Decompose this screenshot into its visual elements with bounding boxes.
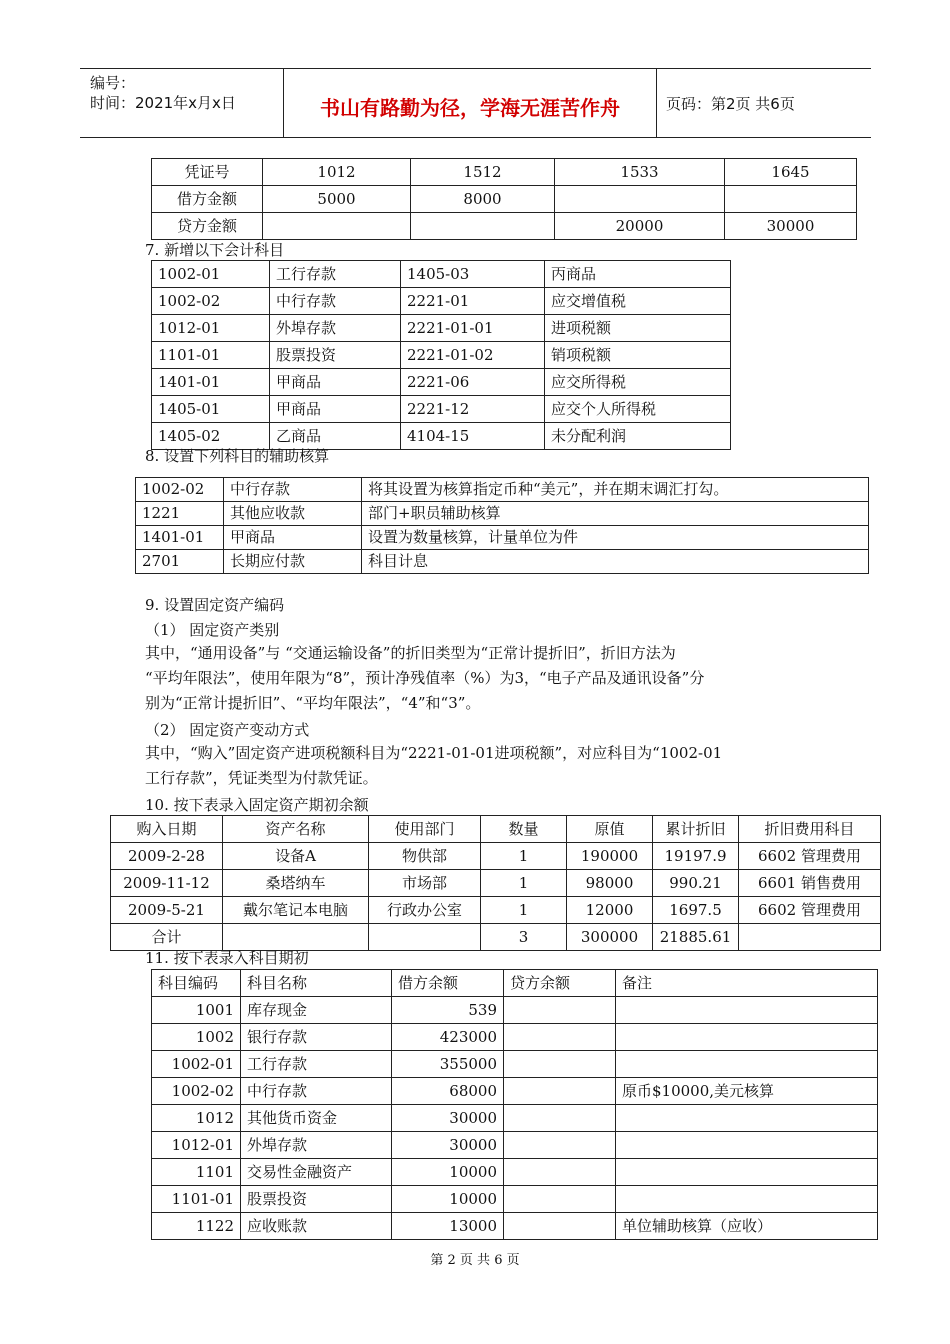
table-row: [152, 1051, 878, 1078]
motto: 书山有路勤为径，学海无涯苦作舟: [320, 96, 620, 120]
table-cell: 借方金额: [152, 186, 263, 213]
table-cell: 工行存款: [270, 261, 401, 288]
table-cell: 1002-01: [152, 261, 270, 288]
table-header-cell: 使用部门: [369, 816, 481, 843]
table-cell: 1122: [152, 1213, 241, 1240]
table-header-cell: 原值: [567, 816, 653, 843]
table-cell: 甲商品: [270, 369, 401, 396]
table-cell: 2009-11-12: [111, 870, 223, 897]
table-cell: 30000: [725, 213, 857, 240]
table-row: [152, 186, 857, 213]
table-cell: 2221-06: [401, 369, 545, 396]
table-cell: 市场部: [369, 870, 481, 897]
table-cell: 设置为数量核算，计量单位为件: [362, 526, 869, 550]
table-cell: [504, 997, 616, 1024]
section10-title: 10. 按下表录入固定资产期初余额: [145, 796, 369, 814]
table-cell: 甲商品: [224, 526, 362, 550]
table-cell: [616, 1105, 878, 1132]
table-cell: 3: [481, 924, 567, 951]
section11-title: 11. 按下表录入科目期初: [145, 949, 309, 967]
header-left: [80, 69, 283, 137]
table-cell: 进项税额: [545, 315, 731, 342]
section9-sub2: （2） 固定资产变动方式: [145, 721, 310, 739]
time-label: 时间：2021年x月x日: [90, 94, 236, 112]
table-cell: 中行存款: [241, 1078, 392, 1105]
table-cell: 科目计息: [362, 550, 869, 574]
table-cell: [504, 1213, 616, 1240]
table-cell: 2701: [136, 550, 224, 574]
table-row: [152, 1159, 878, 1186]
table-cell: 2009-2-28: [111, 843, 223, 870]
table-header-cell: 借方余额: [392, 970, 504, 997]
table-cell: 1221: [136, 502, 224, 526]
table-cell: 355000: [392, 1051, 504, 1078]
table-cell: 20000: [555, 213, 725, 240]
auxiliary-accounting-table: [135, 477, 869, 574]
table-cell: [504, 1159, 616, 1186]
table-cell: 长期应付款: [224, 550, 362, 574]
table-cell: 戴尔笔记本电脑: [223, 897, 369, 924]
table-cell: [504, 1051, 616, 1078]
table-cell: 应收账款: [241, 1213, 392, 1240]
para2-line: 工行存款”，凭证类型为付款凭证。: [145, 769, 378, 787]
para1-line: 别为“正常计提折旧”、“平均年限法”，“4”和“3”。: [145, 694, 481, 712]
table-cell: [616, 1159, 878, 1186]
table-cell: [616, 1024, 878, 1051]
table-cell: 2009-5-21: [111, 897, 223, 924]
table-cell: 物供部: [369, 843, 481, 870]
table-cell: 1533: [555, 159, 725, 186]
table-row: [152, 261, 731, 288]
table-cell: 2221-01-01: [401, 315, 545, 342]
table-cell: 甲商品: [270, 396, 401, 423]
table-cell: 1101-01: [152, 1186, 241, 1213]
table-cell: 1401-01: [152, 369, 270, 396]
table-cell: [504, 1024, 616, 1051]
table-row: [152, 159, 857, 186]
table-cell: 1012-01: [152, 1132, 241, 1159]
table-cell: 工行存款: [241, 1051, 392, 1078]
table-header-cell: 贷方余额: [504, 970, 616, 997]
table-cell: 股票投资: [241, 1186, 392, 1213]
table-row: [152, 1213, 878, 1240]
table-cell: 1002-01: [152, 1051, 241, 1078]
table-cell: 行政办公室: [369, 897, 481, 924]
table-cell: 1405-03: [401, 261, 545, 288]
table-cell: [555, 186, 725, 213]
table-row: [152, 1105, 878, 1132]
table-cell: 丙商品: [545, 261, 731, 288]
table-cell: 6601 销售费用: [739, 870, 881, 897]
table-cell: 1012: [263, 159, 411, 186]
table-cell: 4104-15: [401, 423, 545, 450]
table-cell: 1: [481, 843, 567, 870]
table-header-cell: 资产名称: [223, 816, 369, 843]
table-cell: 银行存款: [241, 1024, 392, 1051]
table-cell: 部门+职员辅助核算: [362, 502, 869, 526]
table-cell: 1001: [152, 997, 241, 1024]
table-cell: 应交所得税: [545, 369, 731, 396]
table-cell: 1012: [152, 1105, 241, 1132]
table-header-cell: 备注: [616, 970, 878, 997]
table-cell: [504, 1132, 616, 1159]
table-cell: [739, 924, 881, 951]
table-cell: [616, 1051, 878, 1078]
table-cell: 1002-02: [136, 478, 224, 502]
table-row: [152, 1132, 878, 1159]
table-cell: 1: [481, 897, 567, 924]
table-cell: 21885.61: [653, 924, 739, 951]
section7-title: 7. 新增以下会计科目: [145, 241, 285, 259]
table-cell: 10000: [392, 1186, 504, 1213]
table-header-cell: 累计折旧: [653, 816, 739, 843]
table-cell: 中行存款: [224, 478, 362, 502]
section9-para1: [145, 641, 704, 716]
table-row: [152, 1078, 878, 1105]
table-cell: 应交个人所得税: [545, 396, 731, 423]
table-cell: 8000: [411, 186, 555, 213]
table-cell: 外埠存款: [241, 1132, 392, 1159]
table-cell: 2221-01-02: [401, 342, 545, 369]
table-cell: 将其设置为核算指定币种“美元”，并在期末调汇打勾。: [362, 478, 869, 502]
fixed-assets-table: [110, 815, 881, 951]
table-cell: 贷方金额: [152, 213, 263, 240]
page-header: [80, 68, 871, 138]
section9-para2: [145, 741, 722, 791]
table-cell: [616, 1132, 878, 1159]
table-cell: 1405-01: [152, 396, 270, 423]
table-cell: 423000: [392, 1024, 504, 1051]
table-cell: 其他应收款: [224, 502, 362, 526]
table-header-cell: 科目名称: [241, 970, 392, 997]
table-cell: 1002: [152, 1024, 241, 1051]
table-header-cell: 折旧费用科目: [739, 816, 881, 843]
table-row: [111, 897, 881, 924]
table-cell: [616, 997, 878, 1024]
table-cell: 1697.5: [653, 897, 739, 924]
table-header-cell: 科目编码: [152, 970, 241, 997]
table-cell: [504, 1105, 616, 1132]
table-cell: [369, 924, 481, 951]
para2-line: 其中，“购入”固定资产进项税额科目为“2221-01-01进项税额”，对应科目为“1002-01: [145, 744, 723, 762]
section8-title: 8. 设置下列科目的辅助核算: [145, 447, 330, 465]
section9-sub1: （1） 固定资产类别: [145, 621, 280, 639]
table-row: [152, 1186, 878, 1213]
table-cell: 990.21: [653, 870, 739, 897]
table-cell: 凭证号: [152, 159, 263, 186]
table-row: [136, 478, 869, 502]
table-cell: 设备A: [223, 843, 369, 870]
table-cell: 未分配利润: [545, 423, 731, 450]
table-cell: 桑塔纳车: [223, 870, 369, 897]
table-cell: 6602 管理费用: [739, 897, 881, 924]
table-cell: [725, 186, 857, 213]
para1-line: 其中，“通用设备”与 “交通运输设备”的折旧类型为“正常计提折旧”，折旧方法为: [145, 644, 676, 662]
table-cell: 19197.9: [653, 843, 739, 870]
table-cell: 乙商品: [270, 423, 401, 450]
table-cell: [616, 1186, 878, 1213]
table-cell: 1002-02: [152, 288, 270, 315]
table-cell: 1002-02: [152, 1078, 241, 1105]
table-cell: 98000: [567, 870, 653, 897]
table-cell: 12000: [567, 897, 653, 924]
table-row: [152, 396, 731, 423]
table-cell: 1645: [725, 159, 857, 186]
table-row: [152, 342, 731, 369]
table-cell: 6602 管理费用: [739, 843, 881, 870]
table-cell: 销项税额: [545, 342, 731, 369]
table-cell: 190000: [567, 843, 653, 870]
table-cell: 原币$10000,美元核算: [616, 1078, 878, 1105]
table-cell: 中行存款: [270, 288, 401, 315]
table-row: [136, 550, 869, 574]
voucher-table: [151, 158, 857, 240]
table-cell: 1401-01: [136, 526, 224, 550]
table-row: [136, 526, 869, 550]
table-cell: 股票投资: [270, 342, 401, 369]
table-header-cell: 数量: [481, 816, 567, 843]
table-row: [152, 997, 878, 1024]
header-middle: [283, 69, 657, 137]
table-cell: [504, 1186, 616, 1213]
table-cell: 10000: [392, 1159, 504, 1186]
table-cell: 1512: [411, 159, 555, 186]
table-cell: 68000: [392, 1078, 504, 1105]
table-row: [152, 369, 731, 396]
table-cell: 1: [481, 870, 567, 897]
table-cell: 1101-01: [152, 342, 270, 369]
number-label: 编号：: [90, 74, 136, 92]
para1-line: “平均年限法”，使用年限为“8”，预计净残值率（%）为3，“电子产品及通讯设备”分: [145, 669, 705, 687]
table-cell: 30000: [392, 1105, 504, 1132]
page-label: 页码：第2页 共6页: [666, 95, 795, 113]
table-cell: 539: [392, 997, 504, 1024]
section9-title: 9. 设置固定资产编码: [145, 596, 285, 614]
table-header-cell: 购入日期: [111, 816, 223, 843]
table-row: [152, 288, 731, 315]
table-cell: 外埠存款: [270, 315, 401, 342]
table-cell: [263, 213, 411, 240]
table-cell: 应交增值税: [545, 288, 731, 315]
header-right: [656, 69, 871, 137]
table-cell: 2221-12: [401, 396, 545, 423]
table-cell: 13000: [392, 1213, 504, 1240]
table-row: [136, 502, 869, 526]
table-row: [152, 213, 857, 240]
opening-balances-table: [151, 969, 878, 1240]
table-cell: [504, 1078, 616, 1105]
table-cell: 其他货币资金: [241, 1105, 392, 1132]
table-row: [152, 1024, 878, 1051]
table-cell: 库存现金: [241, 997, 392, 1024]
table-cell: 合计: [111, 924, 223, 951]
table-cell: 交易性金融资产: [241, 1159, 392, 1186]
table-cell: 1012-01: [152, 315, 270, 342]
table-row: [111, 870, 881, 897]
table-cell: 30000: [392, 1132, 504, 1159]
table-header-row: [111, 816, 881, 843]
table-cell: [411, 213, 555, 240]
table-cell: 1101: [152, 1159, 241, 1186]
table-cell: 5000: [263, 186, 411, 213]
table-cell: 单位辅助核算（应收）: [616, 1213, 878, 1240]
table-row: [152, 315, 731, 342]
table-cell: 300000: [567, 924, 653, 951]
page-footer: 第 2 页 共 6 页: [430, 1253, 520, 1268]
table-row: [111, 843, 881, 870]
table-cell: 1405-02: [152, 423, 270, 450]
new-accounts-table: [151, 260, 731, 450]
table-cell: 2221-01: [401, 288, 545, 315]
table-header-row: [152, 970, 878, 997]
